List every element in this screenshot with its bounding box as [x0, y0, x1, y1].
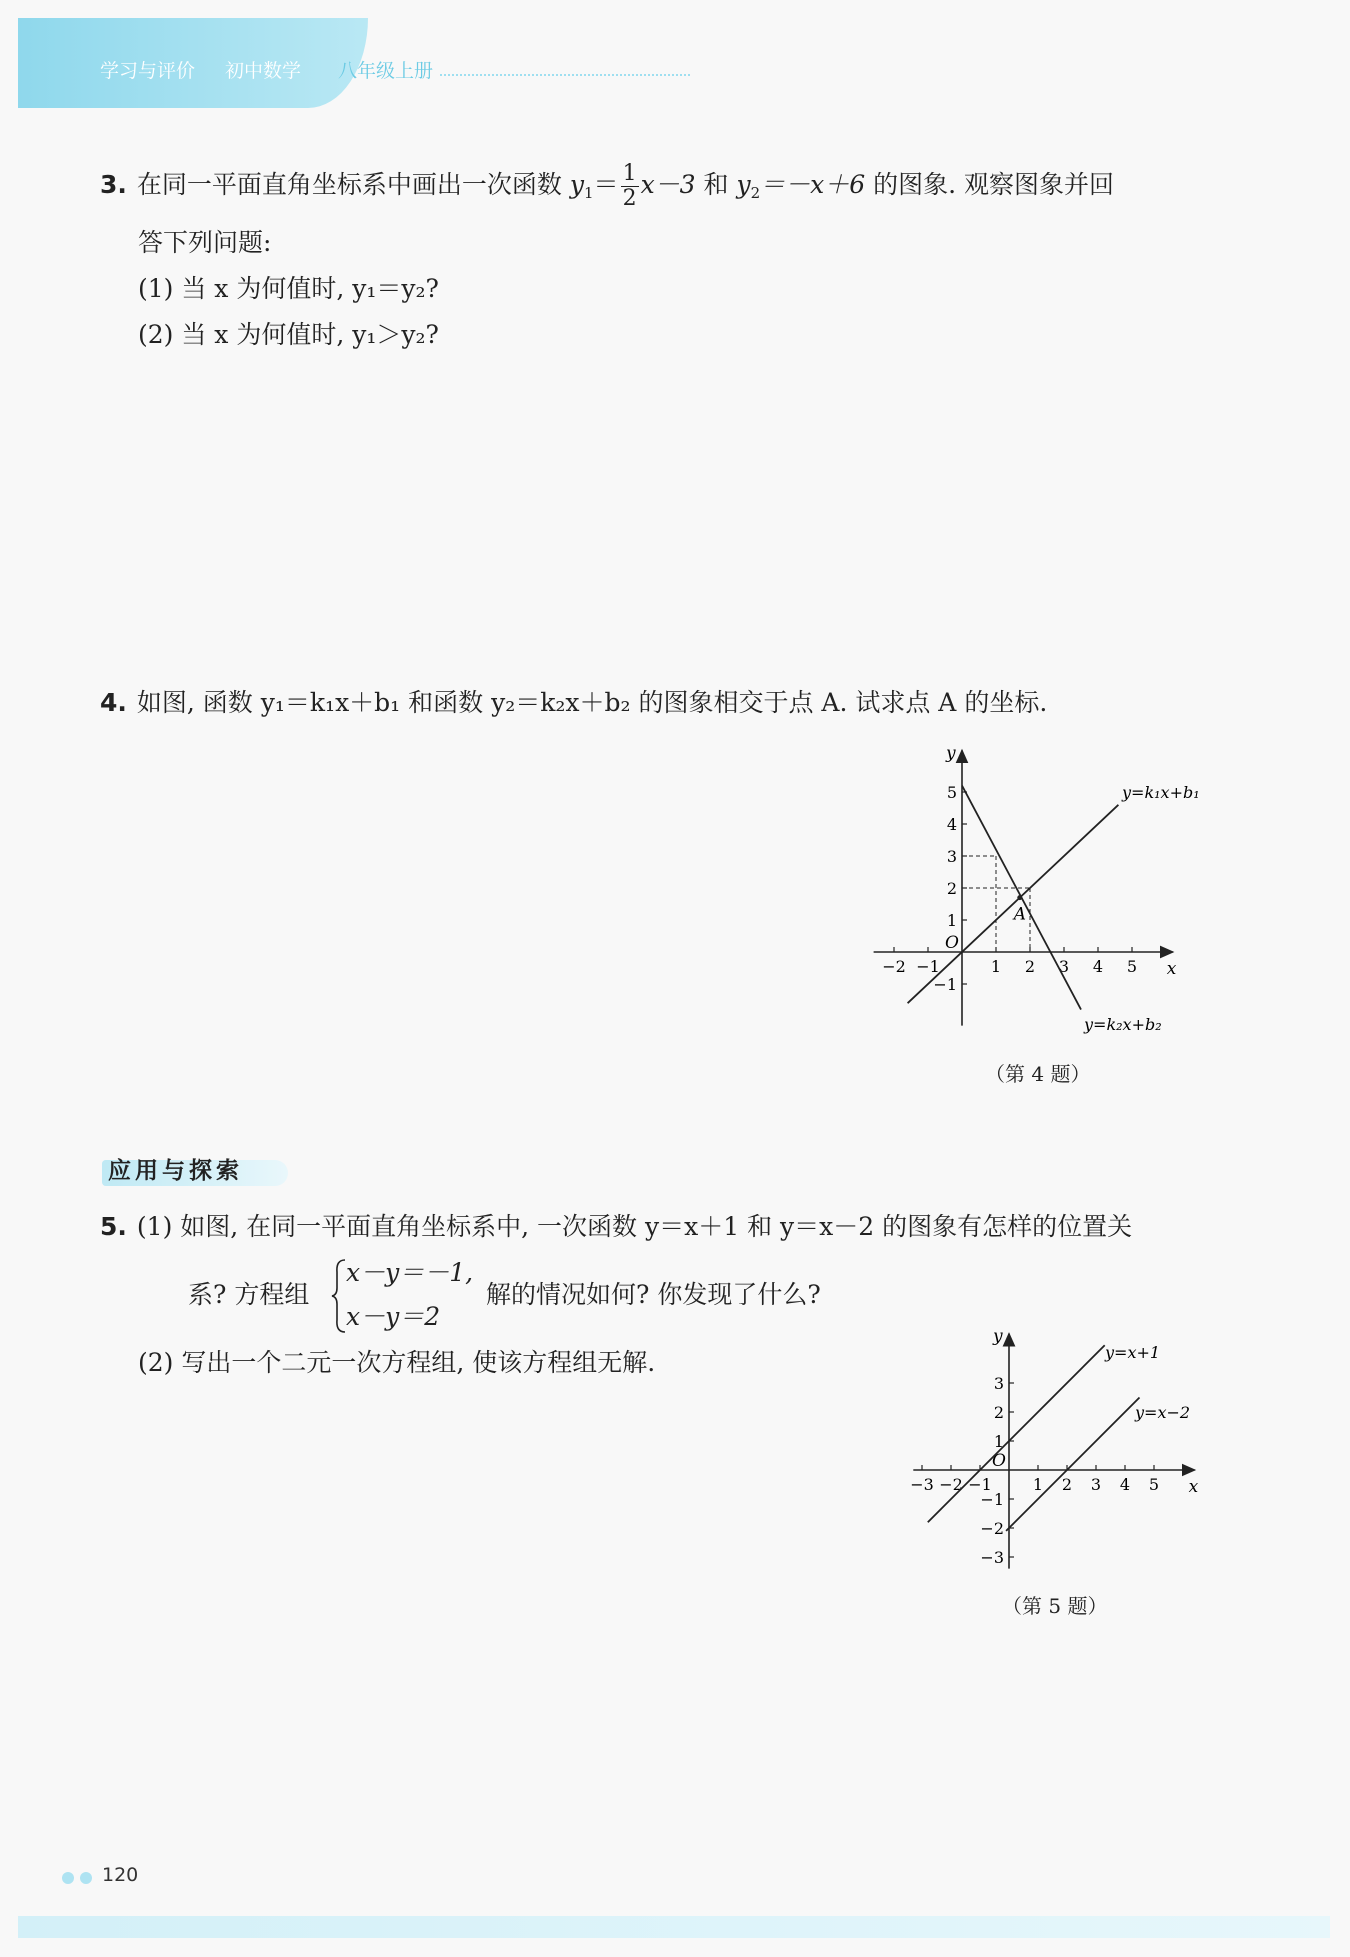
y-tick-label: 4	[946, 815, 957, 834]
y-tick-label: −1	[980, 1490, 1004, 1509]
footer-dot-2	[80, 1872, 92, 1884]
x-tick-label: 3	[1090, 1475, 1102, 1494]
x-tick-label: 1	[990, 957, 1002, 976]
x-tick-label: 3	[1058, 957, 1070, 976]
series-line	[928, 1345, 1105, 1522]
q5-graph	[905, 1330, 1205, 1570]
q3-y2-var: y	[736, 170, 751, 199]
q4-plot-area	[874, 743, 1200, 1034]
x-tick-label: 4	[1092, 957, 1104, 976]
x-axis-label: x	[1188, 1477, 1199, 1497]
section-title: 应用与探索	[108, 1158, 243, 1184]
y-tick-label: 1	[993, 1432, 1004, 1451]
q5-part1-line2a: 系? 方程组	[188, 1280, 310, 1309]
q5-number: 5.	[100, 1212, 127, 1241]
x-tick-label: 5	[1148, 1475, 1160, 1494]
q4-line1	[100, 688, 1047, 718]
y-axis-label: y	[993, 1330, 1003, 1347]
y-tick-label: 2	[993, 1403, 1004, 1422]
q5-plot-area	[910, 1330, 1198, 1569]
header-book-title: 学习与评价	[100, 60, 196, 82]
x-tick-label: 5	[1126, 957, 1138, 976]
x-tick-label: 4	[1119, 1475, 1131, 1494]
q3-fraction	[621, 162, 639, 211]
origin-label: O	[945, 933, 959, 953]
q4-graph	[860, 730, 1220, 1040]
system-equation-1: x－y＝－1,	[346, 1258, 474, 1287]
q3-part1: (1) 当 x 为何值时, y₁＝y₂?	[138, 274, 439, 303]
q3-eq1: ＝	[593, 170, 619, 199]
q3-frac-num: 1	[622, 161, 637, 186]
q3-line2: 答下列问题:	[138, 228, 272, 257]
q5-line1	[100, 1212, 1132, 1242]
q3-y1-sub: 1	[584, 184, 594, 202]
footer-band	[18, 1916, 1330, 1938]
system-equation-2: x－y＝2	[346, 1302, 441, 1331]
q4-number: 4.	[100, 688, 127, 717]
x-tick-label: −3	[910, 1475, 934, 1494]
q5-part1-line2b: 解的情况如何? 你发现了什么?	[486, 1280, 821, 1309]
q5-part2: (2) 写出一个二元一次方程组, 使该方程组无解.	[138, 1348, 656, 1377]
y-tick-label: 3	[993, 1374, 1004, 1393]
q3-part2: (2) 当 x 为何值时, y₁＞y₂?	[138, 320, 439, 349]
y-tick-label: 1	[946, 911, 957, 930]
x-tick-label: −1	[916, 957, 940, 976]
q5-caption: （第 5 题）	[1002, 1594, 1108, 1618]
series-label: y=x+1	[1105, 1343, 1161, 1362]
q3-number: 3.	[100, 170, 127, 199]
q3-y2-sub: 2	[750, 184, 761, 202]
q5-part1-line1: (1) 如图, 在同一平面直角坐标系中, 一次函数 y＝x＋1 和 y＝x－2 的图象有怎样的位置关	[136, 1212, 1133, 1241]
header-dotted-rule	[440, 74, 690, 76]
x-tick-label: −1	[968, 1475, 992, 1494]
y-tick-label: 3	[946, 847, 957, 866]
header-grade: 八年级上册	[338, 60, 434, 82]
y-tick-label: 5	[946, 783, 957, 802]
q3-y2-rest: ＝－x＋6	[760, 170, 866, 199]
q3-y1-rest: x－3	[640, 170, 696, 199]
origin-label: O	[992, 1451, 1006, 1471]
q4-caption: （第 4 题）	[985, 1062, 1091, 1086]
y-axis-label: y	[946, 743, 956, 764]
x-tick-label: −2	[882, 957, 906, 976]
q3-text-b: 的图象. 观察图象并回	[873, 170, 1115, 199]
series-label: y=x−2	[1135, 1403, 1191, 1422]
q3-frac-den: 2	[622, 186, 637, 211]
page-number: 120	[102, 1864, 139, 1886]
x-tick-label: 1	[1032, 1475, 1044, 1494]
y-tick-label: −1	[933, 975, 957, 994]
x-tick-label: 2	[1024, 957, 1036, 976]
series-line	[1006, 1398, 1139, 1531]
q4-text: 如图, 函数 y₁＝k₁x＋b₁ 和函数 y₂＝k₂x＋b₂ 的图象相交于点 A. 试求点 A 的坐标.	[136, 688, 1048, 717]
x-axis-label: x	[1166, 959, 1177, 979]
y-tick-label: −2	[980, 1519, 1004, 1538]
x-tick-label: −2	[939, 1475, 963, 1494]
series-label: y=k₁x+b₁	[1122, 783, 1200, 802]
y-tick-label: −3	[980, 1548, 1004, 1567]
q3-text-a: 在同一平面直角坐标系中画出一次函数	[136, 170, 562, 199]
y-tick-label: 2	[946, 879, 957, 898]
footer-dot-1	[62, 1872, 74, 1884]
header-subject: 初中数学	[225, 60, 302, 82]
intersection-point	[1017, 895, 1022, 900]
point-a-label: A	[1013, 904, 1027, 925]
q3-and: 和	[703, 170, 729, 199]
q3-line1	[100, 162, 1114, 215]
series-label: y=k₂x+b₂	[1084, 1015, 1162, 1034]
q3-y1-var: y	[569, 170, 584, 199]
x-tick-label: 2	[1061, 1475, 1073, 1494]
